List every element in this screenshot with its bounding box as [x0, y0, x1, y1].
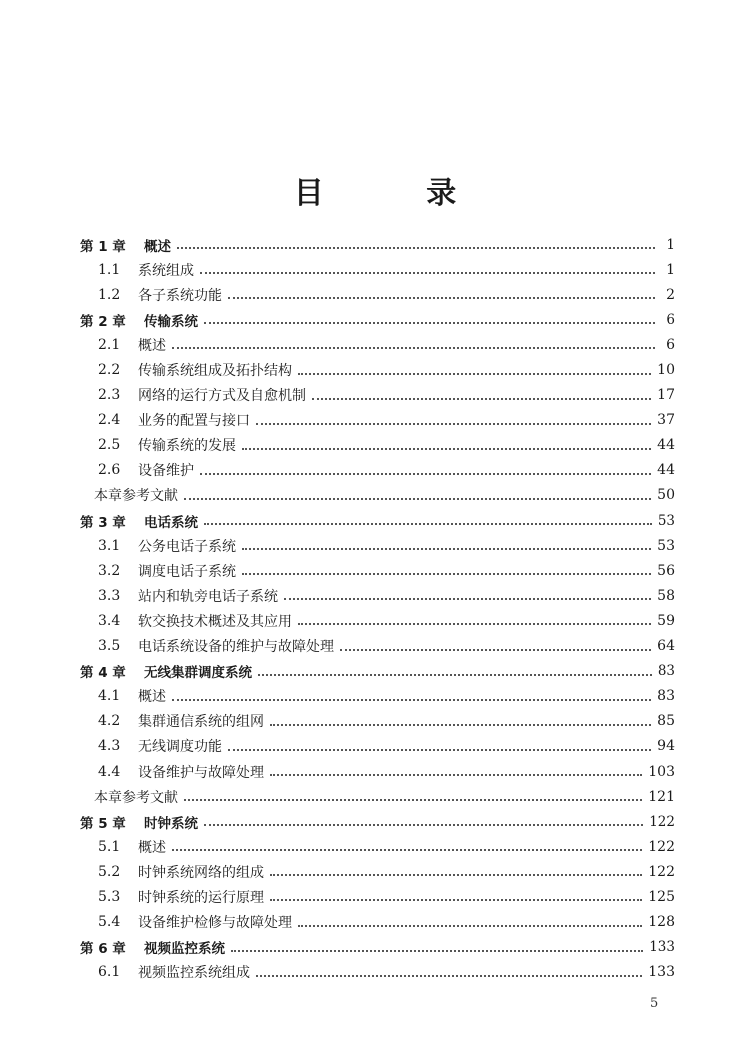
toc-entry-section [80, 433, 675, 458]
dot-leader [312, 397, 651, 400]
toc-entry-section [80, 458, 675, 483]
toc-entry-chapter [80, 659, 675, 684]
table-of-contents [80, 232, 675, 985]
toc-entry-number: 3.5 [98, 638, 121, 655]
dot-leader [184, 497, 651, 500]
toc-entry-title: 公务电话子系统 [138, 538, 236, 555]
toc-entry-title: 各子系统功能 [138, 287, 222, 304]
dot-leader [228, 748, 651, 751]
toc-entry-page: 133 [648, 964, 675, 981]
dot-leader [256, 422, 651, 425]
dot-leader [340, 648, 651, 651]
toc-entry-page: 1 [666, 236, 675, 253]
toc-entry-section [80, 759, 675, 784]
toc-entry-page: 122 [648, 863, 675, 880]
dot-leader [242, 447, 651, 450]
dot-leader [172, 848, 642, 851]
toc-entry-number: 2.1 [98, 336, 121, 353]
toc-entry-chapter [80, 935, 675, 960]
toc-entry-page: 44 [657, 437, 675, 454]
toc-entry-title: 设备维护与故障处理 [138, 764, 264, 781]
dot-leader [204, 522, 652, 525]
toc-entry-title: 时钟系统 [144, 815, 198, 832]
toc-entry-number: 5.2 [98, 863, 121, 880]
toc-entry-title: 无线集群调度系统 [144, 665, 252, 682]
toc-entry-number: 5.4 [98, 914, 121, 931]
toc-entry-number: 3.1 [98, 537, 121, 554]
toc-entry-page: 44 [657, 462, 675, 479]
toc-entry-number: 3.4 [98, 612, 121, 629]
toc-entry-section [80, 960, 675, 985]
toc-entry-section [80, 583, 675, 608]
dot-leader [172, 346, 655, 349]
toc-entry-title: 系统组成 [138, 262, 194, 279]
toc-entry-section [80, 834, 675, 859]
dot-leader [298, 924, 642, 927]
toc-entry-ref [80, 784, 675, 809]
dot-leader [270, 773, 642, 776]
dot-leader [204, 321, 655, 324]
toc-entry-number: 第 4 章 [80, 665, 126, 682]
toc-entry-page: 10 [657, 362, 675, 379]
dot-leader [177, 246, 655, 249]
dot-leader [298, 622, 651, 625]
dot-leader [184, 798, 642, 801]
toc-entry-number: 第 1 章 [80, 238, 126, 255]
dot-leader [242, 547, 651, 550]
dot-leader [298, 372, 651, 375]
dot-leader [270, 723, 651, 726]
toc-entry-page: 59 [657, 612, 675, 629]
toc-entry-title: 传输系统的发展 [138, 438, 236, 455]
toc-entry-number: 2.4 [98, 412, 121, 429]
toc-entry-section [80, 408, 675, 433]
toc-entry-section [80, 608, 675, 633]
toc-entry-chapter [80, 508, 675, 533]
toc-entry-title: 电话系统设备的维护与故障处理 [138, 639, 334, 656]
toc-entry-section [80, 383, 675, 408]
dot-leader [258, 673, 652, 676]
toc-entry-number: 5.3 [98, 888, 121, 905]
toc-entry-page: 1 [666, 261, 675, 278]
toc-entry-chapter [80, 232, 675, 257]
dot-leader [228, 296, 655, 299]
toc-entry-title: 设备维护 [138, 463, 194, 480]
toc-entry-number: 第 5 章 [80, 815, 126, 832]
toc-entry-chapter [80, 809, 675, 834]
toc-entry-title: 本章参考文献 [94, 789, 178, 806]
toc-entry-section [80, 634, 675, 659]
dot-leader [204, 823, 643, 826]
toc-entry-page: 133 [649, 939, 675, 956]
dot-leader [270, 898, 642, 901]
page-number: 5 [650, 996, 659, 1011]
toc-entry-number: 第 3 章 [80, 514, 126, 531]
toc-entry-section [80, 257, 675, 282]
toc-entry-page: 56 [657, 562, 675, 579]
toc-entry-number: 1.2 [98, 286, 121, 303]
toc-entry-section [80, 859, 675, 884]
toc-entry-section [80, 558, 675, 583]
toc-entry-number: 2.6 [98, 462, 121, 479]
toc-entry-title: 设备维护检修与故障处理 [138, 915, 292, 932]
dot-leader [172, 698, 651, 701]
toc-entry-chapter [80, 307, 675, 332]
toc-entry-page: 128 [648, 914, 675, 931]
toc-entry-title: 电话系统 [144, 514, 198, 531]
toc-entry-title: 概述 [138, 689, 166, 706]
toc-entry-title: 视频监控系统组成 [138, 965, 250, 982]
toc-entry-number: 5.1 [98, 838, 121, 855]
toc-entry-number: 6.1 [98, 964, 121, 981]
toc-entry-section [80, 357, 675, 382]
dot-leader [200, 472, 651, 475]
toc-entry-number: 4.3 [98, 738, 121, 755]
dot-leader [270, 873, 642, 876]
page-title: 目 录 [293, 176, 503, 211]
toc-entry-number: 3.3 [98, 587, 121, 604]
toc-entry-title: 概述 [138, 839, 166, 856]
toc-entry-page: 122 [648, 838, 675, 855]
toc-entry-page: 6 [666, 336, 675, 353]
toc-entry-title: 站内和轨旁电话子系统 [138, 588, 278, 605]
toc-entry-page: 85 [657, 713, 675, 730]
toc-entry-page: 64 [657, 638, 675, 655]
dot-leader [256, 974, 642, 977]
toc-entry-title: 无线调度功能 [138, 739, 222, 756]
toc-entry-title: 视频监控系统 [144, 941, 225, 958]
toc-entry-title: 时钟系统网络的组成 [138, 864, 264, 881]
toc-entry-page: 83 [657, 663, 675, 680]
toc-entry-number: 1.1 [98, 261, 121, 278]
toc-entry-section [80, 684, 675, 709]
toc-entry-title: 业务的配置与接口 [138, 413, 250, 430]
dot-leader [200, 271, 655, 274]
toc-entry-page: 53 [657, 537, 675, 554]
toc-entry-title: 网络的运行方式及自愈机制 [138, 388, 306, 405]
toc-entry-section [80, 709, 675, 734]
toc-entry-number: 4.2 [98, 713, 121, 730]
toc-entry-number: 2.5 [98, 437, 121, 454]
toc-entry-page: 94 [657, 738, 675, 755]
toc-entry-number: 4.4 [98, 763, 121, 780]
toc-entry-page: 37 [657, 412, 675, 429]
toc-entry-section [80, 734, 675, 759]
toc-entry-title: 传输系统组成及拓扑结构 [138, 363, 292, 380]
toc-entry-page: 6 [666, 311, 675, 328]
toc-entry-title: 概述 [144, 238, 171, 255]
toc-entry-number: 3.2 [98, 562, 121, 579]
toc-entry-section [80, 533, 675, 558]
toc-entry-page: 125 [648, 888, 675, 905]
toc-entry-number: 第 2 章 [80, 313, 126, 330]
toc-entry-page: 53 [657, 512, 675, 529]
toc-entry-page: 50 [657, 487, 675, 504]
toc-entry-page: 58 [657, 587, 675, 604]
toc-entry-page: 83 [657, 688, 675, 705]
dot-leader [284, 597, 651, 600]
toc-entry-section [80, 282, 675, 307]
toc-entry-title: 时钟系统的运行原理 [138, 889, 264, 906]
toc-entry-section [80, 332, 675, 357]
toc-entry-title: 传输系统 [144, 313, 198, 330]
toc-entry-number: 2.2 [98, 362, 121, 379]
toc-entry-page: 103 [648, 763, 675, 780]
toc-entry-section [80, 910, 675, 935]
toc-entry-title: 集群通信系统的组网 [138, 714, 264, 731]
toc-entry-title: 概述 [138, 337, 166, 354]
dot-leader [242, 572, 651, 575]
toc-entry-ref [80, 483, 675, 508]
toc-entry-number: 4.1 [98, 688, 121, 705]
toc-entry-page: 121 [648, 788, 675, 805]
toc-entry-title: 调度电话子系统 [138, 563, 236, 580]
toc-entry-section [80, 884, 675, 909]
toc-entry-number: 第 6 章 [80, 941, 126, 958]
dot-leader [231, 949, 643, 952]
toc-entry-page: 2 [666, 286, 675, 303]
toc-entry-title: 软交换技术概述及其应用 [138, 613, 292, 630]
toc-entry-number: 2.3 [98, 387, 121, 404]
toc-entry-page: 17 [657, 387, 675, 404]
toc-entry-title: 本章参考文献 [94, 488, 178, 505]
toc-entry-page: 122 [649, 813, 675, 830]
